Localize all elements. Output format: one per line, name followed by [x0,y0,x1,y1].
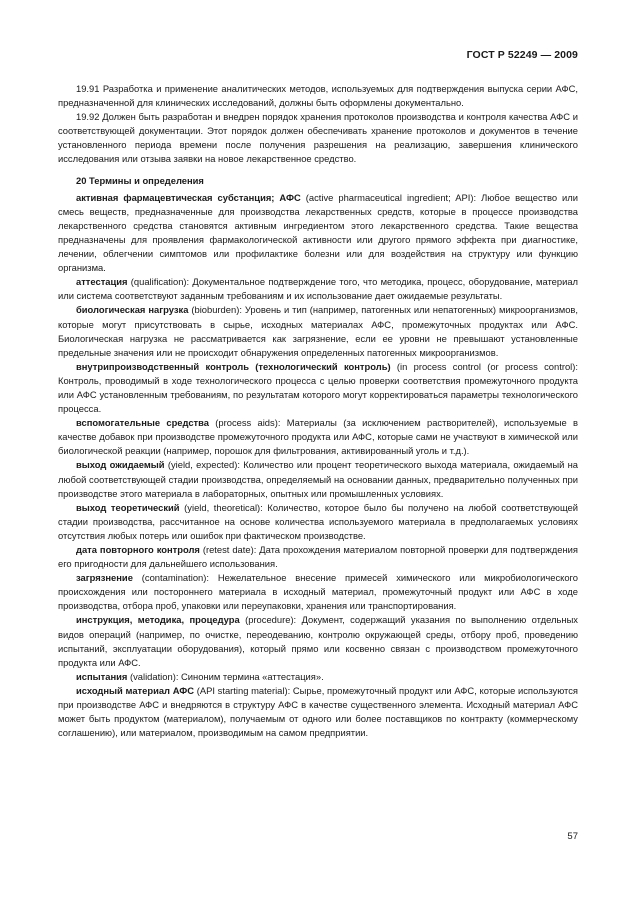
term-definition: (in process control (or process control): Контроль, проводимый в ходе технологического процесса с целью проверки соответствия промежуточного продукта или АФС установленным требованиям, по результатам которого могут корректироваться параметры технологического процесса. [58,360,578,415]
term-definition: (process aids): Материалы (за исключением растворителей), используемые в качестве добавок при производстве промежуточного продукта или АФС, которые сами не участвуют в химической или биологической реакции (например, порошок для фильтрования, активированный уголь и т.д.). [58,417,578,457]
term-entry [58,458,578,500]
term-entry [58,360,578,416]
term-definition: (procedure): Документ, содержащий указания по выполнению отдельных видов операций (например, по очистке, переодеванию, контролю окружающей среды, отбору проб, проведению испытаний, эксплуатации оборудования), который прямо или косвенно связан с производством промежуточного продукта или АФС. [58,614,578,668]
term-definition: (yield, expected): Количество или процент теоретического выхода материала, ожидаемый на любой соответствующей стадии производства, определяемый на основании данных, предварительно полученных при производстве этого материала в лабораторных, опытных или промышленных условиях. [58,459,578,499]
term-name: дата повторного контроля [76,544,200,555]
term-entry [58,416,578,458]
term-name: испытания [76,670,128,682]
term-definition: (contamination): Нежелательное внесение примесей химического или микробиологического происхождения или постороннего материала в исходный материал, промежуточный продукт или АФС в ходе производства, отбора проб, упаковки или переупаковки, хранения или транспортирования. [58,572,578,612]
term-name: инструкция, методика, процедура [76,614,240,626]
term-entry [58,191,578,276]
section-title: 20 Термины и определения [76,174,204,186]
term-entry [58,501,578,543]
term-definition: (active pharmaceutical ingredient; API): Любое вещество или смесь веществ, предназначенные для производства лекарственных средств, которые в процессе производства лекарственного средства становятся активным ингредиентом этого лекарственного средства. Такие вещества предназначены для проявления фармакологической активности или другого прямого эффекта при диагностике, лечении, облегчении симптомов или профилактике болезни или для воздействия на структуру или функцию организма. [58,191,578,274]
paragraph-19-92: 19.92 Должен быть разработан и внедрен порядок хранения протоколов производства и контроля качества АФС и соответствующей документации. Этот порядок должен обеспечивать хранение протоколов и документов в течение установленного периода времени после получения разрешения на реализацию, завершения клинического исследования или отзыва заявки на новое лекарственное средство. [58,111,578,165]
term-definition: (yield, theoretical): Количество, которое было бы получено на любой соответствующей стадии производства, рассчитанное на основе количества используемого материала в предполагаемых условиях отсутствия любых потерь или ошибок при фактическом производстве. [58,501,579,541]
document-body [58,82,578,740]
page-number: 57 [567,831,578,842]
document-code-header: ГОСТ Р 52249 — 2009 [466,49,578,61]
term-entry [58,571,578,613]
term-entry [58,613,578,669]
term-definition: (validation): Синоним термина «аттестация». [127,670,324,682]
term-name: выход ожидаемый [76,459,165,471]
term-entry [58,543,578,571]
term-definition: (retest date): Дата прохождения материалом повторной проверки для подтверждения его пригодности для дальнейшего использования. [58,544,578,570]
term-name: аттестация [76,276,128,288]
term-definition: (bioburden): Уровень и тип (например, патогенных или непатогенных) микроорганизмов, которые могут присутствовать в сырье, исходных материалах АФС, промежуточных продуктах или АФС. Биологическая нагрузка не рассматривается как загрязнение, если ее уровни не превышают установленные предельные значения или не происходит обнаружения определенных патогенных микроорганизмов. [58,304,578,358]
term-name: загрязнение [76,572,133,584]
term-entry [58,275,578,303]
term-entry [58,670,578,684]
term-entry [58,684,578,740]
term-entry [58,303,578,359]
term-name: выход теоретический [76,501,180,513]
term-name: вспомогательные средства [76,417,209,429]
paragraph-19-91: 19.91 Разработка и применение аналитических методов, используемых для подтверждения выпуска серии АФС, предназначенной для клинических исследований, должны быть оформлены документально. [58,83,578,109]
term-name: биологическая нагрузка [76,304,189,316]
term-name: исходный материал АФС [76,684,195,696]
term-name: активная фармацевтическая субстанция; АФС [76,191,301,203]
term-definition: (qualification): Документальное подтверждение того, что методика, процесс, оборудование, материал или система соответствуют заданным требованиям и их использование дает ожидаемые результаты. [58,276,578,302]
term-definition: (API starting material): Сырье, промежуточный продукт или АФС, которые используются при производстве АФС и внедряются в структуру АФС в качестве существенного элемента. Исходный материал АФС может быть продуктом (материалом), получаемым от одного или более поставщиков по контракту (коммерческому соглашению), или материалом, производимым на самом предприятии. [58,684,579,739]
term-name: внутрипроизводственный контроль (технологический контроль) [76,360,391,372]
